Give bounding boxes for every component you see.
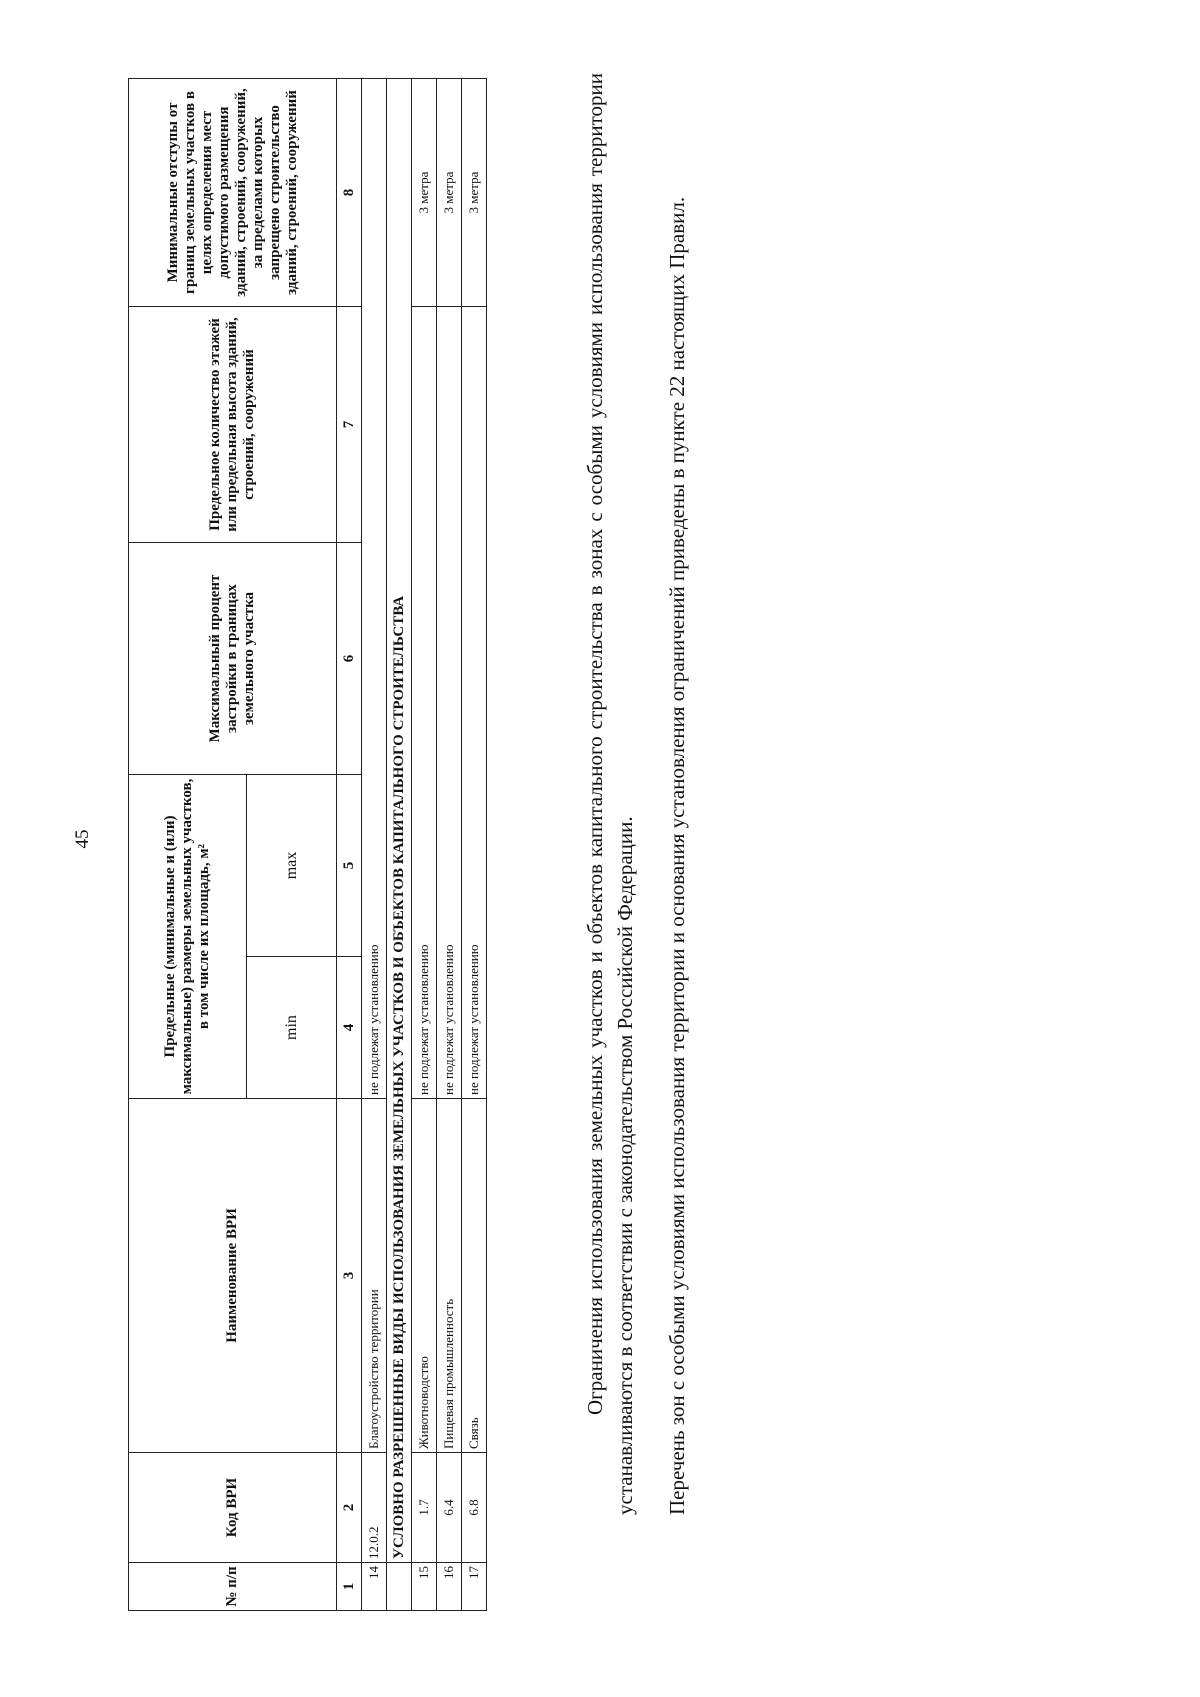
- column-number: 2: [337, 1453, 362, 1563]
- header-code: Код ВРИ: [129, 1453, 337, 1563]
- row-code: 1.7: [412, 1453, 437, 1563]
- row-code: 6.8: [462, 1453, 487, 1563]
- column-number: 5: [337, 775, 362, 957]
- row-name: Пищевая промышленность: [437, 1099, 462, 1453]
- row-setback: 3 метра: [437, 79, 462, 307]
- row-number: 17: [462, 1563, 487, 1611]
- header-name: Наименование ВРИ: [129, 1099, 337, 1453]
- header-number: № п/п: [129, 1563, 337, 1611]
- row-name: Благоустройство территории: [362, 1099, 387, 1453]
- zones-list-text: Перечень зон с особыми условиями использования территории и основания установления ограничений приведены в пункте 22 настоящих Правил.: [665, 196, 689, 1515]
- row-setback: 3 метра: [412, 79, 437, 307]
- table-row: [462, 79, 487, 1611]
- section-title: УСЛОВНО РАЗРЕШЕННЫЕ ВИДЫ ИСПОЛЬЗОВАНИЯ ЗЕМЕЛЬНЫХ УЧАСТКОВ И ОБЪЕКТОВ КАПИТАЛЬНОГО СТРОИТЕЛЬСТВА: [387, 79, 412, 1563]
- row-number: 14: [362, 1563, 387, 1611]
- header-min: min: [247, 957, 337, 1099]
- header-max: max: [247, 775, 337, 957]
- table-row: [437, 79, 462, 1611]
- restrictions-text: Ограничения использования земельных участков и объектов капитального строительства в зонах с особыми условиями использования территории устанавливаются в соответствии с законодательством Российской Федерации.: [583, 73, 637, 1515]
- row-size: не подлежат установлению: [362, 79, 387, 1099]
- row-code: 6.4: [437, 1453, 462, 1563]
- header-setback: Минимальные отступы от границ земельных участков в целях определения мест допустимого размещения зданий, строений, сооружений, за пределами которых запрещено строительство зданий, строений, сооружений: [129, 79, 337, 307]
- column-number: 4: [337, 957, 362, 1099]
- column-number: 6: [337, 543, 362, 775]
- header-percent: Максимальный процент застройки в границах земельного участка: [129, 543, 337, 775]
- row-code: 12.0.2: [362, 1453, 387, 1563]
- header-size-group: Предельные (минимальные и (или) максимальные) размеры земельных участков, в том числе их площадь, м²: [129, 775, 247, 1099]
- column-number: 7: [337, 307, 362, 543]
- restrictions-paragraph: [580, 73, 640, 1515]
- row-size: не подлежат установлению: [412, 307, 437, 1099]
- section-spacer: [387, 1563, 412, 1611]
- row-size: не подлежат установлению: [462, 307, 487, 1099]
- table-row: [412, 79, 437, 1611]
- header-floors: Предельное количество этажей или предельная высота зданий, строений, сооружений: [129, 307, 337, 543]
- column-number: 1: [337, 1563, 362, 1611]
- column-number: 8: [337, 79, 362, 307]
- row-number: 16: [437, 1563, 462, 1611]
- row-size: не подлежат установлению: [437, 307, 462, 1099]
- header-row-1: [129, 79, 247, 1611]
- page-number: 45: [72, 829, 93, 849]
- column-number: 3: [337, 1099, 362, 1453]
- column-number-row: [337, 79, 362, 1611]
- row-name: Животноводство: [412, 1099, 437, 1453]
- zones-list-paragraph: [662, 73, 692, 1515]
- row-number: 15: [412, 1563, 437, 1611]
- table-row: [362, 79, 387, 1611]
- zoning-regulations-table: [128, 78, 487, 1611]
- row-name: Связь: [462, 1099, 487, 1453]
- row-setback: 3 метра: [462, 79, 487, 307]
- section-row: [387, 79, 412, 1611]
